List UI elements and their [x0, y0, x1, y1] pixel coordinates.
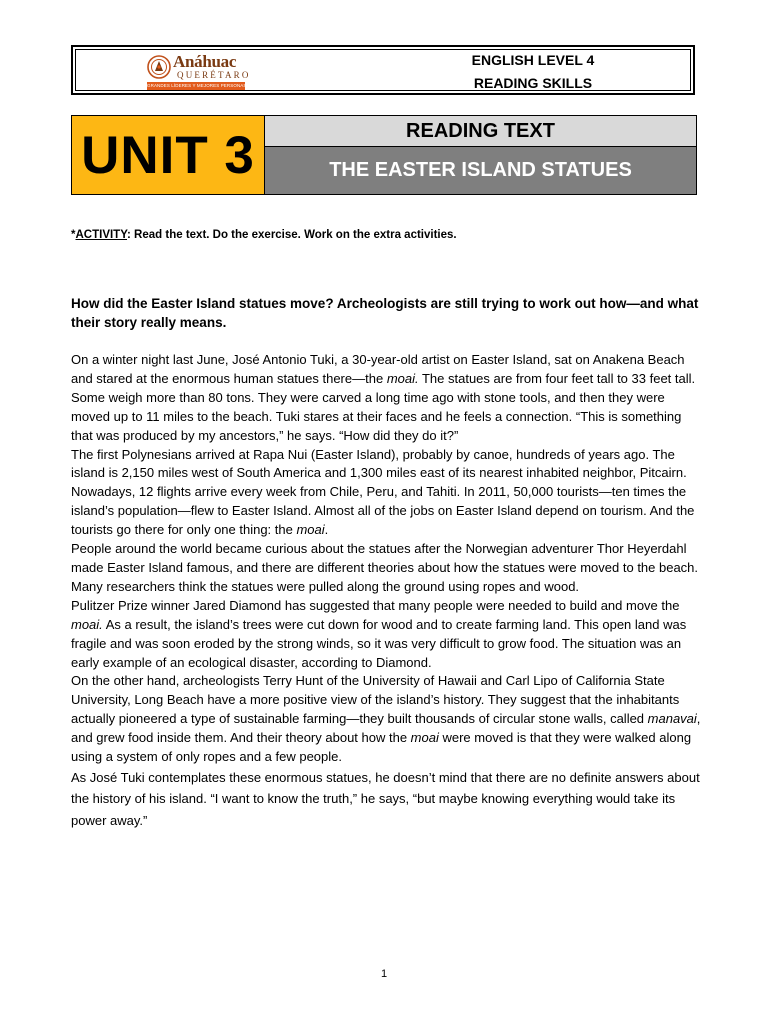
paragraph-text: The statues are from four feet tall to 33 feet tall. Some weigh more than 80 tons. They were carved a long time ago with stone tools, and then they were moved up to 11 miles to the beach. Tuki stares at their faces and he feels a connection. “This is something that was produced by my ancestors,” he says. “How did they do it?” [71, 370, 696, 443]
paragraph-4 [71, 597, 701, 673]
paragraph-text: The first Polynesians arrived at Rapa Nui (Easter Island), probably by canoe, hundreds of years ago. The island is 2,150 miles west of South America and 1,300 miles east of its nearest inhabited neighbor, Pitcairn. Nowadays, 12 flights arrive every week from Chile, Peru, and Tahiti. In 2011, 50,000 tourists—ten times the island’s population—flew to Easter Island. Almost all of the jobs on Easter Island depend on tourism. And the tourists go there for only one thing: the [71, 446, 695, 538]
paragraph-2 [71, 446, 701, 541]
paragraph-text: People around the world became curious about the statues after the Norwegian adventurer Thor Heyerdahl made Easter Island famous, and there are different theories about how the statues were moved to the beach. Many researchers think the statues were pulled along the ground using ropes and wood. [71, 541, 699, 594]
section-title: READING TEXT [265, 115, 697, 147]
intro-question: How did the Easter Island statues move? Archeologists are still trying to work out how—and what their story really means. [71, 296, 699, 330]
paragraph-6 [71, 767, 701, 832]
course-skill: READING SKILLS [473, 75, 593, 91]
paragraph-text: As José Tuki contemplates these enormous statues, he doesn’t mind that there are no definite answers about the history of his island. “I want to know the truth,” he says, “but maybe knowing everything would take its power away.” [71, 769, 700, 828]
paragraph-3 [71, 540, 701, 597]
unit-label: UNIT 3 [71, 115, 265, 195]
paragraph-text: , and grew food inside them. And their theory about how the [71, 711, 701, 746]
reading-body [71, 351, 701, 831]
university-seal-icon [147, 55, 171, 79]
activity-instruction [71, 229, 457, 241]
paragraph-text: On the other hand, archeologists Terry Hunt of the University of Hawaii and Carl Lipo of California State University, Long Beach have a more positive view of the island’s history. They suggest that the inhabitants actually pioneered a type of sustainable farming—they built thousands of circular stone walls, called [71, 673, 680, 727]
paragraph-text: On a winter night last June, José Antonio Tuki, a 30-year-old artist on Easter Island, sat on Anakena Beach and stared at the enormous human statues there—the [71, 352, 685, 386]
activity-label: ACTIVITY [75, 229, 128, 241]
paragraph-text: . [324, 522, 329, 538]
paragraph-text: Pulitzer Prize winner Jared Diamond has suggested that many people were needed to build and move the [71, 597, 680, 613]
italic-term: moai [410, 730, 439, 746]
italic-term: moai. [386, 370, 419, 386]
course-level: ENGLISH LEVEL 4 [471, 52, 595, 68]
document-header [71, 45, 695, 95]
anahuac-logo [147, 52, 251, 93]
page-number: 1 [380, 968, 388, 980]
activity-prefix: * [71, 229, 76, 241]
italic-term: moai [296, 522, 325, 538]
italic-term: moai. [71, 616, 103, 632]
logo-tagline: GRANDES LÍDERES Y MEJORES PERSONAS [147, 83, 247, 88]
italic-term: manavai [647, 711, 697, 727]
reading-title: THE EASTER ISLAND STATUES [265, 147, 697, 195]
paragraph-5 [71, 672, 701, 767]
activity-text: : Read the text. Do the exercise. Work on the extra activities. [127, 229, 457, 241]
paragraph-1 [71, 351, 701, 446]
paragraph-text: were moved is that they were walked along using a system of only ropes and a few people. [71, 730, 692, 765]
logo-name: Anáhuac [173, 52, 237, 71]
logo-city: QUERÉTARO [177, 70, 251, 80]
paragraph-text: As a result, the island’s trees were cut down for wood and to create farming land. This open land was fragile and was soon eroded by the strong winds, so it was very difficult to grow food. The situation was an early example of an ecological disaster, according to Diamond. [71, 616, 687, 670]
